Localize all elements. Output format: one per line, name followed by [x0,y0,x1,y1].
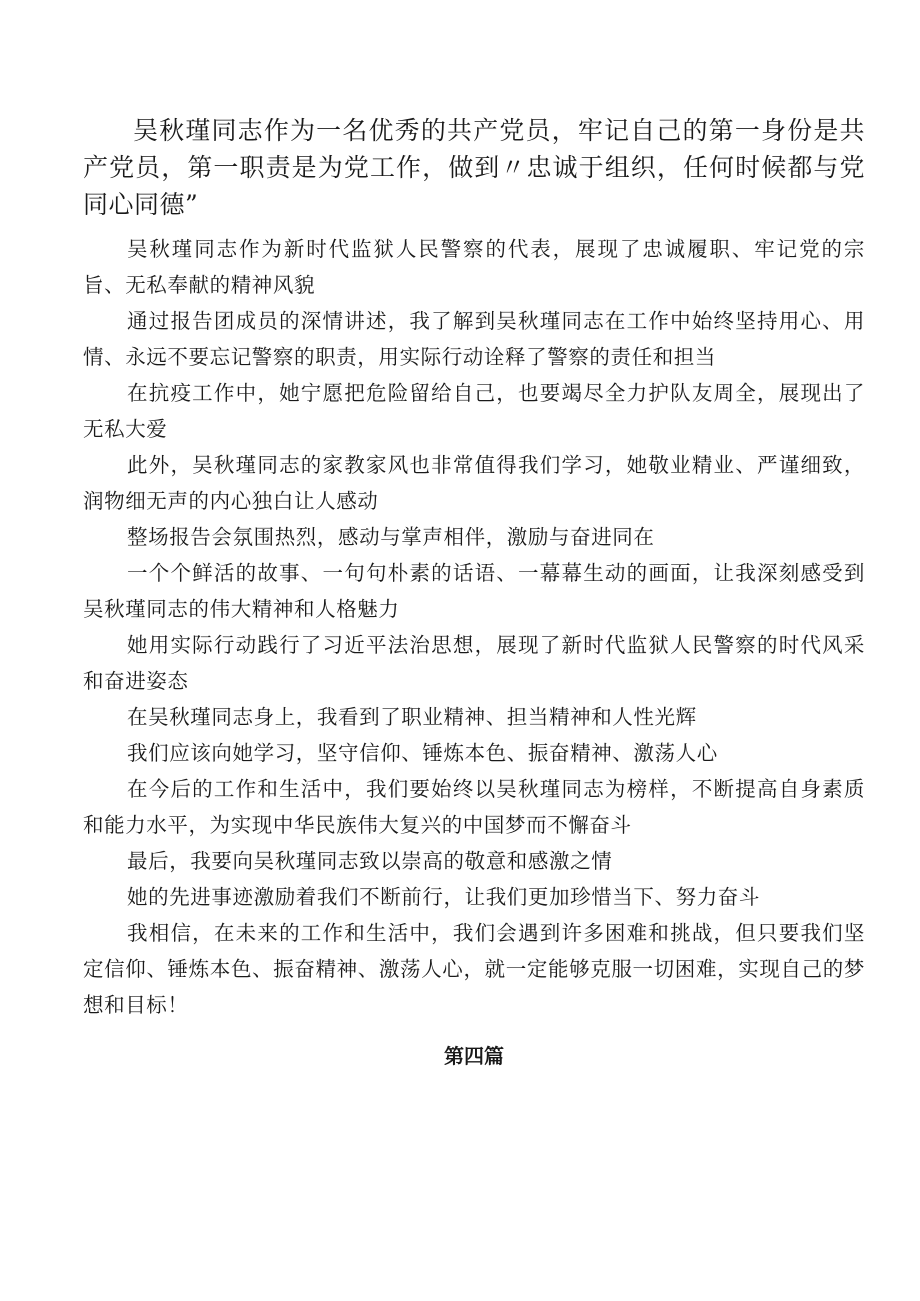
section-title: 第四篇 [444,1044,504,1068]
paragraph: 最后，我要向吴秋瑾同志致以崇高的敬意和感激之情 [127,849,613,873]
paragraph: 她用实际行动践行了习近平法治思想，展现了新时代监狱人民警察的时代风采和奋进姿态 [83,633,865,693]
document-page [83,112,865,1071]
paragraph: 我们应该向她学习，坚守信仰、锤炼本色、振奋精神、激荡人心 [127,741,718,765]
paragraph: 整场报告会氛围热烈，感动与掌声相伴，激励与奋进同在 [127,525,655,549]
paragraph: 在抗疫工作中，她宁愿把危险留给自己，也要竭尽全力护队友周全，展现出了无私大爱 [83,381,865,441]
lead-paragraph: 吴秋瑾同志作为一名优秀的共产党员，牢记自己的第一身份是共产党员，第一职责是为党工作，做到〃忠诚于组织，任何时候都与党同心同德” [83,116,865,219]
paragraph: 她的先进事迹激励着我们不断前行，让我们更加珍惜当下、努力奋斗 [127,885,760,909]
paragraph: 在今后的工作和生活中，我们要始终以吴秋瑾同志为榜样，不断提高自身素质和能力水平，为实现中华民族伟大复兴的中国梦而不懈奋斗 [83,777,865,837]
paragraph: 通过报告团成员的深情讲述，我了解到吴秋瑾同志在工作中始终坚持用心、用情、永远不要忘记警察的职责，用实际行动诠释了警察的责任和担当 [83,309,865,369]
paragraph: 在吴秋瑾同志身上，我看到了职业精神、担当精神和人性光辉 [127,705,697,729]
paragraph: 此外，吴秋瑾同志的家教家风也非常值得我们学习，她敬业精业、严谨细致，润物细无声的内心独白让人感动 [83,453,865,513]
paragraph: 吴秋瑾同志作为新时代监狱人民警察的代表，展现了忠诚履职、牢记党的宗旨、无私奉献的精神风貌 [83,237,865,297]
paragraph: 一个个鲜活的故事、一句句朴素的话语、一幕幕生动的画面，让我深刻感受到吴秋瑾同志的伟大精神和人格魅力 [83,561,865,621]
paragraph: 我相信，在未来的工作和生活中，我们会遇到许多困难和挑战，但只要我们坚定信仰、锤炼本色、振奋精神、激荡人心，就一定能够克服一切困难，实现自己的梦想和目标！ [83,921,865,1017]
